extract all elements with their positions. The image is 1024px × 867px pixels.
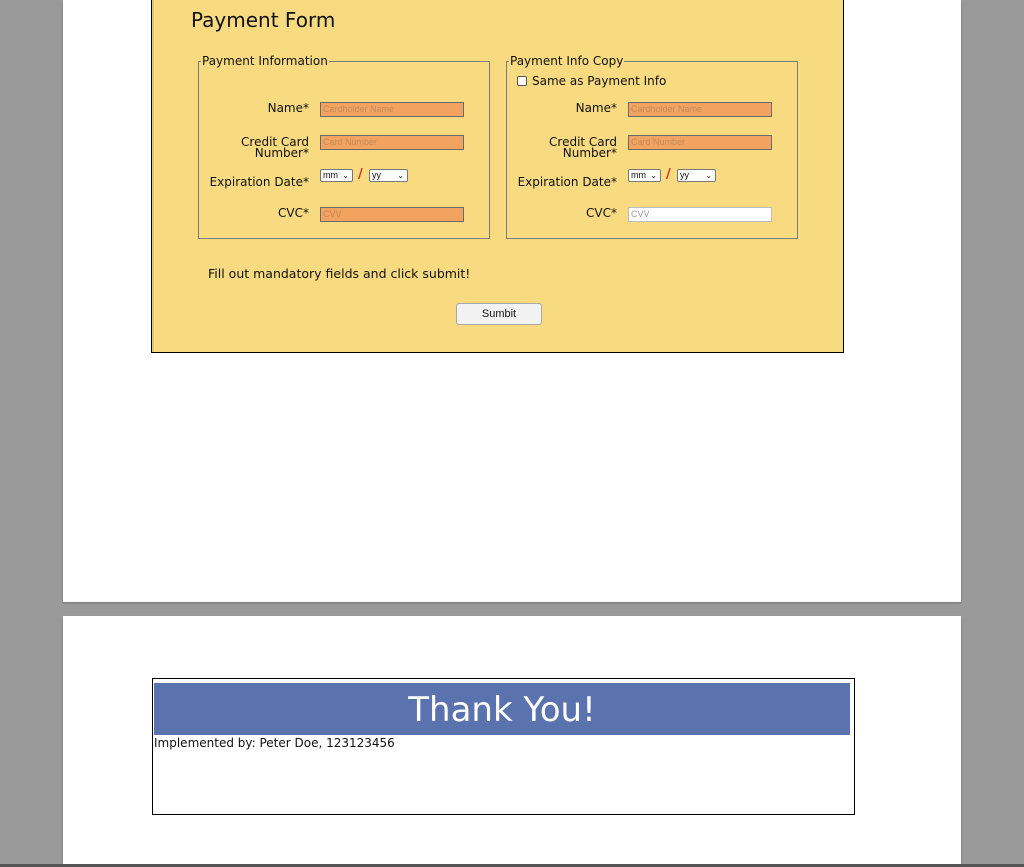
expiration-year-value: yy — [372, 170, 381, 180]
thank-you-box — [152, 678, 855, 815]
copy-name-label: Name* — [575, 101, 617, 115]
copy-expiration-year-select[interactable] — [677, 169, 716, 182]
panel-edge — [152, 0, 154, 352]
same-as-payment-label: Same as Payment Info — [532, 74, 667, 88]
copy-expiration-year-value: yy — [680, 170, 689, 180]
payment-info-copy-fieldset — [506, 54, 798, 239]
copy-cvc-label: CVC* — [586, 206, 617, 220]
chevron-down-icon: ⌄ — [705, 171, 712, 180]
thank-you-banner: Thank You! — [154, 683, 850, 735]
page-title: Payment Form — [191, 8, 336, 32]
copy-expiration-date-label: Expiration Date* — [517, 175, 617, 189]
document-page-1 — [63, 0, 961, 602]
submit-button[interactable]: Sumbit — [456, 303, 542, 325]
copy-card-number-input[interactable]: Card Number — [628, 135, 772, 150]
payment-information-legend: Payment Information — [202, 54, 328, 68]
same-as-payment-checkbox[interactable] — [517, 76, 527, 86]
expiration-year-select[interactable] — [369, 169, 408, 182]
cvc-input[interactable]: CVV — [320, 207, 464, 222]
cvc-label: CVC* — [278, 206, 309, 220]
document-page-2 — [63, 616, 961, 867]
expiration-month-value: mm — [323, 170, 338, 180]
payment-form-panel — [151, 0, 844, 353]
copy-cardholder-name-input[interactable]: Cardholder Name — [628, 102, 772, 117]
chevron-down-icon: ⌄ — [342, 171, 349, 180]
chevron-down-icon: ⌄ — [397, 171, 404, 180]
payment-information-fieldset — [198, 54, 490, 239]
date-separator: / — [358, 167, 363, 182]
expiration-date-label: Expiration Date* — [209, 175, 309, 189]
implemented-by-text: Implemented by: Peter Doe, 123123456 — [154, 736, 395, 750]
name-label: Name* — [267, 101, 309, 115]
chevron-down-icon: ⌄ — [650, 171, 657, 180]
copy-expiration-month-select[interactable] — [628, 169, 661, 182]
payment-info-copy-legend: Payment Info Copy — [510, 54, 624, 68]
copy-cvc-input[interactable]: CVV — [628, 207, 772, 222]
expiration-month-select[interactable] — [320, 169, 353, 182]
cardholder-name-input[interactable]: Cardholder Name — [320, 102, 464, 117]
instructions-text: Fill out mandatory fields and click submit! — [208, 266, 471, 281]
card-number-label: Credit Card Number* — [241, 135, 309, 160]
same-as-payment-checkbox-row[interactable] — [517, 74, 666, 88]
copy-expiration-month-value: mm — [631, 170, 646, 180]
copy-card-number-label: Credit Card Number* — [549, 135, 617, 160]
copy-date-separator: / — [666, 167, 671, 182]
card-number-input[interactable]: Card Number — [320, 135, 464, 150]
